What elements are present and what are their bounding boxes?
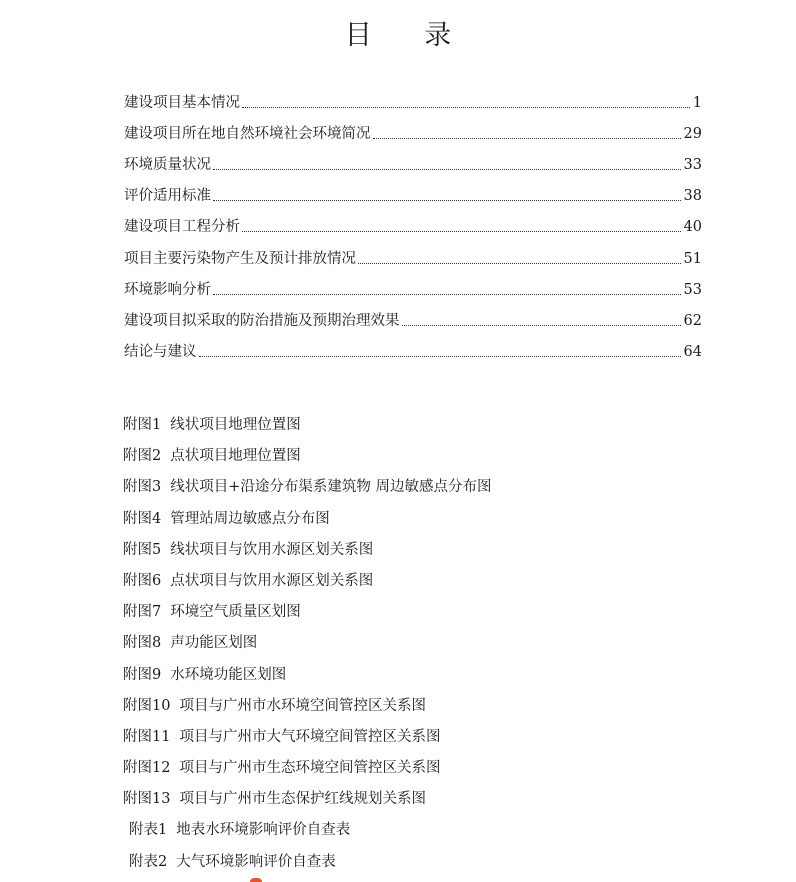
attachment-item[interactable] (123, 410, 723, 441)
attachment-code: 附图7 (123, 604, 162, 621)
attachment-code: 附表2 (129, 853, 168, 870)
attachment-item[interactable] (123, 628, 723, 659)
toc-leader-dots (402, 324, 681, 326)
toc-entry-label: 环境影响分析 (124, 281, 211, 298)
toc-entry-label: 建设项目所在地自然环境社会环境简况 (124, 126, 371, 143)
attachment-code: 附图4 (123, 510, 162, 527)
toc-entry-label: 评价适用标准 (124, 188, 211, 205)
toc-entry-page: 29 (683, 126, 702, 143)
toc-entry-page: 40 (683, 219, 702, 236)
attachment-item[interactable] (123, 597, 723, 628)
toc-leader-dots (373, 137, 681, 139)
toc-leader-dots (358, 262, 681, 264)
toc-entry[interactable] (124, 82, 702, 113)
attachment-title: 项目与广州市大气环境空间管控区关系图 (179, 728, 441, 745)
attachment-item[interactable] (123, 504, 723, 535)
toc-entry-page: 1 (692, 95, 702, 112)
attachment-code: 附图10 (123, 697, 171, 714)
attachment-title: 水环境功能区划图 (170, 666, 287, 683)
attachment-code: 附图8 (123, 635, 162, 652)
toc-entry[interactable] (124, 331, 702, 362)
attachment-item[interactable] (123, 784, 723, 815)
attachment-code: 附图2 (123, 448, 162, 465)
toc-leader-dots (242, 106, 690, 108)
toc-leader-dots (213, 168, 681, 170)
toc-entry-page: 62 (683, 312, 702, 329)
page-title: 目 录 (344, 20, 474, 51)
attachment-code: 附图11 (123, 728, 171, 745)
attachment-title: 声功能区划图 (170, 635, 258, 652)
attachment-title: 管理站周边敏感点分布图 (170, 510, 330, 527)
attachment-list (123, 410, 723, 878)
attachment-title: 点状项目地理位置图 (170, 448, 301, 465)
toc-entry[interactable] (124, 237, 702, 268)
attachment-item[interactable] (123, 660, 723, 691)
toc-entry[interactable] (124, 269, 702, 300)
attachment-item[interactable] (123, 472, 723, 503)
attachment-code: 附图13 (123, 791, 171, 808)
attachment-title: 线状项目地理位置图 (170, 417, 301, 433)
attachment-title: 地表水环境影响评价自查表 (176, 822, 351, 839)
attachment-title: 线状项目+沿途分布渠系建筑物 周边敏感点分布图 (170, 479, 492, 496)
toc-entry-label: 结论与建议 (124, 343, 197, 360)
toc-entry[interactable] (124, 144, 702, 175)
toc-entry-label: 项目主要污染物产生及预计排放情况 (124, 250, 356, 267)
attachment-code: 附图6 (123, 572, 162, 589)
attachment-item[interactable] (123, 566, 723, 597)
toc-entry-page: 51 (683, 250, 702, 267)
attachment-item[interactable] (123, 535, 723, 566)
toc-entry-page: 33 (683, 157, 702, 174)
attachment-item[interactable] (123, 847, 723, 878)
attachment-title: 环境空气质量区划图 (170, 604, 301, 621)
attachment-item[interactable] (123, 441, 723, 472)
toc-leader-dots (213, 293, 681, 295)
attachment-code: 附图9 (123, 666, 162, 683)
toc-entry[interactable] (124, 206, 702, 237)
attachment-code: 附图12 (123, 760, 171, 777)
attachment-title: 线状项目与饮用水源区划关系图 (170, 541, 374, 558)
attachment-title: 项目与广州市生态保护红线规划关系图 (179, 791, 426, 808)
attachment-code: 附图3 (123, 479, 162, 496)
toc-entry-label: 建设项目拟采取的防治措施及预期治理效果 (124, 312, 400, 329)
attachment-code: 附图1 (123, 417, 162, 433)
toc-entry-page: 53 (683, 281, 702, 298)
toc-entry[interactable] (124, 300, 702, 331)
attachment-code: 附图5 (123, 541, 162, 558)
toc-entry[interactable] (124, 113, 702, 144)
toc-entry-label: 环境质量状况 (124, 157, 211, 174)
toc-entry-page: 38 (683, 188, 702, 205)
attachment-title: 项目与广州市水环境空间管控区关系图 (179, 697, 426, 714)
attachment-item[interactable] (123, 815, 723, 846)
table-of-contents (124, 82, 702, 362)
attachment-title: 项目与广州市生态环境空间管控区关系图 (179, 760, 441, 777)
attachment-title: 点状项目与饮用水源区划关系图 (170, 572, 374, 589)
page-edge-mark (250, 878, 262, 882)
attachment-item[interactable] (123, 691, 723, 722)
attachment-item[interactable] (123, 753, 723, 784)
toc-entry[interactable] (124, 175, 702, 206)
toc-entry-label: 建设项目基本情况 (124, 95, 240, 112)
toc-entry-label: 建设项目工程分析 (124, 219, 240, 236)
toc-leader-dots (213, 199, 681, 201)
attachment-item[interactable] (123, 722, 723, 753)
attachment-title: 大气环境影响评价自查表 (176, 853, 336, 870)
attachment-code: 附表1 (129, 822, 168, 839)
toc-leader-dots (242, 230, 681, 232)
toc-entry-page: 64 (683, 343, 702, 360)
toc-leader-dots (199, 355, 681, 357)
